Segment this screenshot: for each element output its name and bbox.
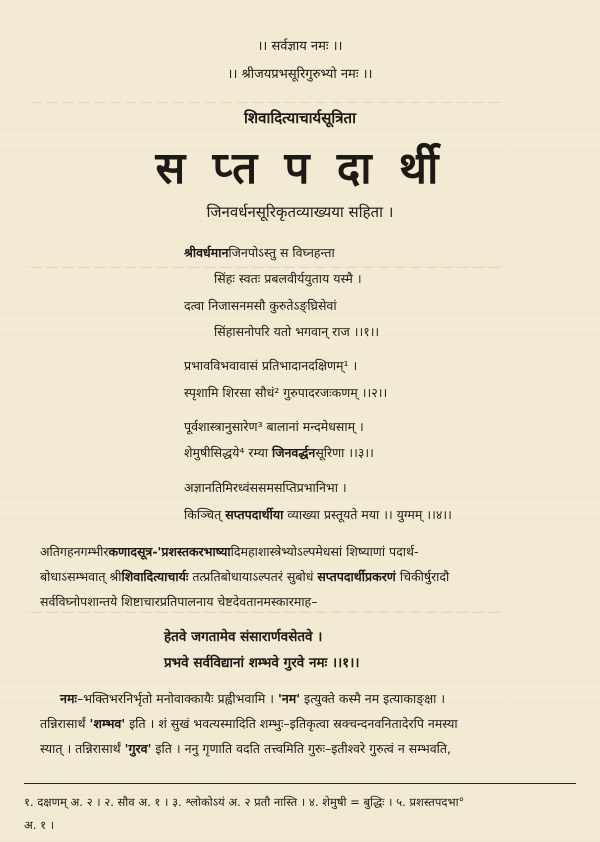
prose-text: इत्युक्ते कस्मै नम इत्याकाङ्क्षा ।: [300, 691, 446, 706]
prose-bold: 'नम': [278, 691, 301, 706]
author-line: शिवादित्याचार्यसूत्रिता: [244, 109, 356, 127]
prose-text: स्यात् । तन्निरासार्थं: [40, 741, 125, 756]
verse-name-bold: जिनवर्द्धन: [271, 445, 316, 460]
prose-text: –भक्तिभरनिर्भृतो मनोवाक्कायैः प्रह्वीभवामि ।: [76, 691, 278, 706]
prose-text: अतिगहनगम्भीर: [40, 544, 109, 559]
bleed-through-text: — — — — — — — — — — — — — — — — — — — — — — — — — — — — — —: [30, 260, 501, 274]
prose-2-line-1: [60, 690, 580, 708]
prose-bold: 'शम्भव': [89, 716, 126, 731]
prose-text: चिकीर्षुरादौ: [395, 569, 450, 584]
footnote-divider: [24, 783, 576, 784]
verse-text: सूरिणा ।।३।।: [315, 445, 374, 460]
prose-bold: शिवादित्याचार्यः: [121, 569, 189, 584]
verse-text: व्याख्या प्रस्तूयते मया ।। युग्मम् ।।४।।: [283, 507, 452, 522]
prose-bold: कणादसूत्र: [108, 544, 153, 559]
prose-text: तत्प्रतिबोधायाऽल्पतरं सुबोधं: [188, 569, 318, 584]
verse-3-line-2: [184, 444, 374, 462]
verse-name-bold: सप्तपदार्थीया: [225, 507, 284, 522]
verse-2-line-1: प्रभावविभवावासं प्रतिभादानदक्षिणम्¹ ।: [184, 358, 358, 373]
verse-1-line-2: सिंहः स्वतः प्रबलवीर्ययुताय यस्मै ।: [214, 271, 362, 286]
verse-4-line-2: [184, 506, 452, 524]
book-title: स प्त प दा र्थी: [155, 143, 445, 194]
prose-text: इति । ननु गृणाति वदति तत्त्वमिति गुरुः–इतीश्वरे गुरुत्वं न सम्भवति,: [151, 741, 452, 756]
verse-1-line-1: [184, 244, 335, 262]
prose-text: इति । शं सुखं भवत्यस्मादिति शम्भुः–इतिकृत्वा स्रक्चन्दनवनितादेरपि नमस्या: [125, 716, 458, 731]
verse-2-line-2: स्पृशामि शिरसा सौधं² गुरुपादरजःकणम् ।।२।।: [184, 385, 388, 400]
shloka-line-1: हेतवे जगतामेव संसारार्णवसेतवे ।: [164, 629, 323, 645]
invocation-2: ।। श्रीजयप्रभसूरिगुरुभ्यो नमः ।।: [227, 67, 373, 82]
prose-1-line-3: सर्वविघ्नोपशान्तये शिष्टाचारप्रतिपालनाय चेष्टदेवतानमस्कारमाह–: [40, 594, 318, 609]
prose-text: तन्निरासार्थं: [40, 716, 90, 731]
prose-2-line-3: [40, 740, 570, 758]
prose-1-line-2: [40, 568, 570, 586]
prose-bold: 'गुरव': [124, 741, 152, 756]
verse-name-bold: श्रीवर्धमान: [184, 245, 229, 260]
verse-text: किञ्चित्: [184, 507, 226, 522]
verse-1-line-4: सिंहासनोपरि यतो भगवान् राज ।।१।।: [214, 324, 380, 339]
invocation-1: ।। सर्वज्ञाय नमः ।।: [257, 39, 343, 54]
bleed-through-text: — — — — — — — — — — — — — — — — — — — — — — — — — — — — — —: [30, 95, 501, 109]
bleed-through-text: — — — — — — — — — — — — — — — — — — — — — — — — — — — — — —: [30, 605, 501, 619]
prose-bold: नमः: [60, 691, 77, 706]
prose-2-line-2: [40, 715, 570, 733]
shloka-line-2: प्रभवे सर्वविद्यानां शम्भवे गुरवे नमः ।।१।।: [164, 655, 360, 671]
verse-text: जिनपोऽस्तु स विघ्नहन्ता: [228, 245, 335, 260]
verse-3-line-1: पूर्वशास्त्रानुसारेण³ बालानां मन्दमेधसाम् ।: [184, 419, 364, 434]
verse-1-line-3: दत्वा निजासनमसौ कुरुतेऽङ्घ्रिसेवां: [184, 298, 337, 313]
prose-text: दिमहाशास्त्रेभ्योऽल्पमेधसां शिष्याणां पदार्थ-: [230, 544, 419, 559]
verse-4-line-1: अज्ञानतिमिरध्वंससमसप्तिप्रभानिभा ।: [184, 480, 347, 495]
prose-bold: सप्तपदार्थीप्रकरणं: [317, 569, 396, 584]
footnote-line-1: १. दक्षणम् अ. २ । २. सौव अ. १ । ३. श्लोकोऽयं अ. २ प्रतौ नास्ति । ४. शेमुषी = बुद्धिः । ५. प्रशस्तपदभा°: [24, 795, 465, 809]
verse-text: शेमुषीसिद्धये⁴ रम्या: [184, 445, 272, 460]
footnote-line-2: अ. १ ।: [24, 818, 55, 832]
prose-bold: -'प्रशस्तकरभाष्या: [152, 544, 231, 559]
commentary-line: जिनवर्धनसूरिकृतव्याख्यया सहिता ।: [206, 203, 394, 221]
prose-text: बोधाऽसम्भवात् श्री: [40, 569, 122, 584]
prose-1-line-1: [40, 543, 570, 561]
